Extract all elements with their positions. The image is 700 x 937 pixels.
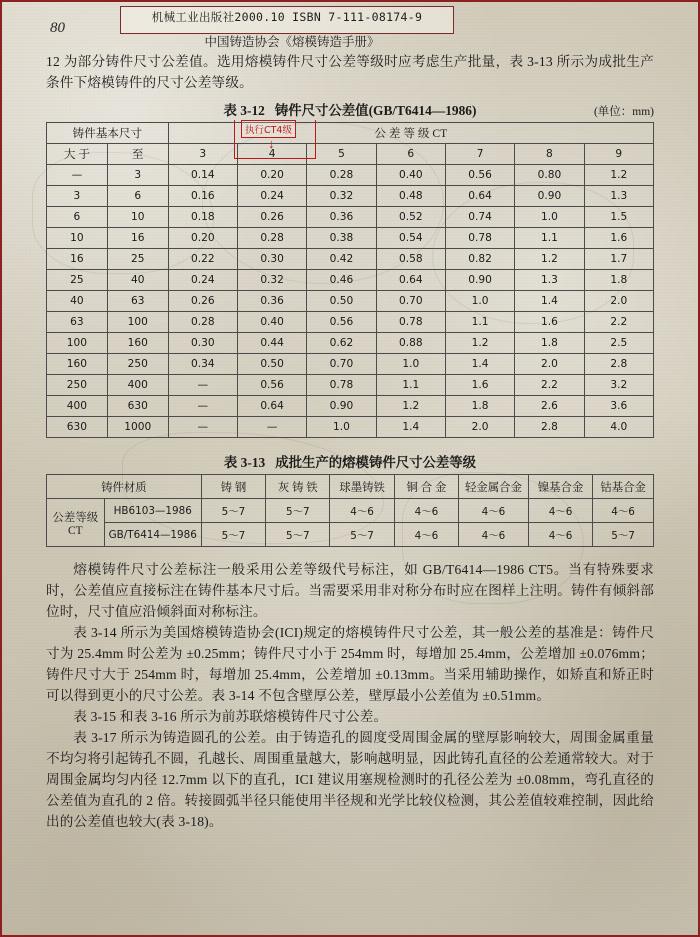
cell: 400 xyxy=(47,396,108,417)
publisher-line: 机械工业出版社2000.10 ISBN 7-111-08174-9 xyxy=(151,10,423,24)
cell: 1.8 xyxy=(584,270,653,291)
cell: 0.28 xyxy=(168,312,237,333)
cell: 2.2 xyxy=(584,312,653,333)
page-number: 80 xyxy=(50,20,65,36)
cell: 4～6 xyxy=(528,499,592,523)
header-grade-8: 8 xyxy=(515,144,584,165)
cell: 4～6 xyxy=(394,499,458,523)
cell: 0.36 xyxy=(237,291,306,312)
cell: 25 xyxy=(47,270,108,291)
cell: 1.4 xyxy=(445,354,514,375)
cell: 0.78 xyxy=(445,228,514,249)
cell: 1.8 xyxy=(445,396,514,417)
cell: 4～6 xyxy=(330,499,394,523)
cell: 160 xyxy=(107,333,168,354)
cell: — xyxy=(47,165,108,186)
cell: 630 xyxy=(47,417,108,438)
cell: 1.2 xyxy=(376,396,445,417)
cell: — xyxy=(237,417,306,438)
cell: 0.30 xyxy=(168,333,237,354)
cell: 0.20 xyxy=(168,228,237,249)
cell: 0.14 xyxy=(168,165,237,186)
table-row xyxy=(47,499,654,523)
table-row xyxy=(47,228,654,249)
cell: 0.70 xyxy=(307,354,376,375)
cell: 0.40 xyxy=(376,165,445,186)
cell: 63 xyxy=(47,312,108,333)
cell: 1.3 xyxy=(515,270,584,291)
table-row xyxy=(47,523,654,547)
header-nickel-base-alloy: 镍基合金 xyxy=(528,475,592,499)
cell: 0.74 xyxy=(445,207,514,228)
cell: 0.46 xyxy=(307,270,376,291)
cell: 1.7 xyxy=(584,249,653,270)
cell: 16 xyxy=(107,228,168,249)
paragraph-2: 表 3-14 所示为美国熔模铸造协会(ICI)规定的熔模铸件尺寸公差，其一般公差的基准是：铸件尺寸为 25.4mm 时公差为 ±0.25mm；铸件尺寸小于 254mm 时，每增加 25.4mm，公差增加 ±0.076mm；铸件尺寸大于 254mm 时，每增加 25.4mm，公差增加 ±0.13mm。当采用辅助操作，如矫直和矫正时可以得到更小的尺寸公差。表 3-14 不包含壁厚公差，壁厚最小公差值为 ±0.51mm。 xyxy=(46,625,654,703)
cell: 4～6 xyxy=(593,499,654,523)
cell: 0.16 xyxy=(168,186,237,207)
header-up-to: 至 xyxy=(107,144,168,165)
cell: 250 xyxy=(107,354,168,375)
table-row xyxy=(47,417,654,438)
cell: 2.8 xyxy=(515,417,584,438)
header-grade-9: 9 xyxy=(584,144,653,165)
cell: 1.4 xyxy=(515,291,584,312)
cell: 1.1 xyxy=(515,228,584,249)
cell: 0.78 xyxy=(307,375,376,396)
cell: — xyxy=(168,375,237,396)
cell: 5～7 xyxy=(330,523,394,547)
cell: 0.28 xyxy=(237,228,306,249)
cell: 4～6 xyxy=(528,523,592,547)
table-row xyxy=(47,207,654,228)
header-grade-7: 7 xyxy=(445,144,514,165)
paragraph-3: 表 3-15 和表 3-16 所示为前苏联熔模铸件尺寸公差。 xyxy=(73,709,388,724)
cell: 0.38 xyxy=(307,228,376,249)
table-row xyxy=(47,354,654,375)
header-cobalt-base-alloy: 钴基合金 xyxy=(593,475,654,499)
cell: 1.6 xyxy=(584,228,653,249)
cell: 0.70 xyxy=(376,291,445,312)
annotation-ct4-note: 执行CT4级 xyxy=(241,120,296,138)
cell-standard: GB/T6414—1986 xyxy=(104,523,201,547)
cell: 16 xyxy=(47,249,108,270)
cell: 0.32 xyxy=(237,270,306,291)
cell: 1.0 xyxy=(376,354,445,375)
annotation-arrow-icon: ↓ xyxy=(268,136,275,151)
cell: 4～6 xyxy=(459,523,529,547)
cell: 5～7 xyxy=(593,523,654,547)
header-grade-6: 6 xyxy=(376,144,445,165)
cell: 1.2 xyxy=(515,249,584,270)
header-grade-5: 5 xyxy=(307,144,376,165)
cell: 0.26 xyxy=(237,207,306,228)
cell: 1.6 xyxy=(445,375,514,396)
cell: 0.40 xyxy=(237,312,306,333)
cell: 0.50 xyxy=(307,291,376,312)
table-3-13 xyxy=(46,474,654,547)
cell: 2.8 xyxy=(584,354,653,375)
cell: 630 xyxy=(107,396,168,417)
header-ductile-iron: 球墨铸铁 xyxy=(330,475,394,499)
lower-text-block xyxy=(46,559,654,832)
cell: 2.2 xyxy=(515,375,584,396)
cell: 400 xyxy=(107,375,168,396)
cell: 2.5 xyxy=(584,333,653,354)
table-row xyxy=(47,123,654,144)
cell: 5～7 xyxy=(266,523,330,547)
table-3-12 xyxy=(46,122,654,438)
header-basic-dimension: 铸件基本尺寸 xyxy=(47,123,169,144)
cell: 100 xyxy=(107,312,168,333)
cell: — xyxy=(168,417,237,438)
cell: 0.42 xyxy=(307,249,376,270)
header-grade-4: 4 xyxy=(237,144,306,165)
cell: 0.22 xyxy=(168,249,237,270)
table-row xyxy=(47,475,654,499)
cell: 0.24 xyxy=(237,186,306,207)
table-row xyxy=(47,144,654,165)
cell: 0.82 xyxy=(445,249,514,270)
table-row xyxy=(47,186,654,207)
top-paragraph: 12 为部分铸件尺寸公差值。选用熔模铸件尺寸公差等级时应考虑生产批量，表 3-13 所示为成批生产条件下熔模铸件的尺寸公差等级。 xyxy=(46,54,654,90)
cell: 4.0 xyxy=(584,417,653,438)
annotation-box-outline xyxy=(234,120,316,159)
cell: 1.2 xyxy=(584,165,653,186)
table-row xyxy=(47,165,654,186)
cell: 0.64 xyxy=(376,270,445,291)
cell: 2.0 xyxy=(515,354,584,375)
cell: 1.5 xyxy=(584,207,653,228)
table-3-12-unit: (单位：mm) xyxy=(593,106,654,118)
table-3-13-caption xyxy=(46,452,654,471)
cell: 160 xyxy=(47,354,108,375)
header-tolerance-grade: 公 差 等 级 CT xyxy=(168,123,653,144)
cell: 25 xyxy=(107,249,168,270)
cell: 0.54 xyxy=(376,228,445,249)
cell: 6 xyxy=(107,186,168,207)
cell: — xyxy=(168,396,237,417)
cell: 10 xyxy=(47,228,108,249)
table-row xyxy=(47,312,654,333)
cell: 0.48 xyxy=(376,186,445,207)
cell: 2.6 xyxy=(515,396,584,417)
cell: 0.90 xyxy=(445,270,514,291)
table-3-13-number: 表 3-13 xyxy=(223,455,266,470)
cell: 100 xyxy=(47,333,108,354)
table-row xyxy=(47,396,654,417)
cell: 3 xyxy=(47,186,108,207)
table-3-12-wrapper xyxy=(46,122,654,438)
cell: 0.64 xyxy=(445,186,514,207)
cell: 40 xyxy=(107,270,168,291)
header-greater-than: 大 于 xyxy=(47,144,108,165)
cell: 1.6 xyxy=(515,312,584,333)
cell: 0.56 xyxy=(307,312,376,333)
cell: 0.78 xyxy=(376,312,445,333)
cell: 63 xyxy=(107,291,168,312)
cell: 0.26 xyxy=(168,291,237,312)
table-row xyxy=(47,270,654,291)
cell: 0.62 xyxy=(307,333,376,354)
cell: 0.18 xyxy=(168,207,237,228)
cell: 1.1 xyxy=(376,375,445,396)
header-grade-3: 3 xyxy=(168,144,237,165)
cell: 1000 xyxy=(107,417,168,438)
cell: 40 xyxy=(47,291,108,312)
cell: 5～7 xyxy=(201,523,265,547)
header-cast-steel: 铸 钢 xyxy=(201,475,265,499)
table-row xyxy=(47,375,654,396)
series-line: 中国铸造协会《熔模铸造手册》 xyxy=(204,35,380,49)
cell: 0.24 xyxy=(168,270,237,291)
table-row xyxy=(47,333,654,354)
cell: 0.44 xyxy=(237,333,306,354)
header-light-metal-alloy: 轻金属合金 xyxy=(459,475,529,499)
cell: 0.32 xyxy=(307,186,376,207)
cell: 0.64 xyxy=(237,396,306,417)
table-row xyxy=(47,291,654,312)
cell: 3.6 xyxy=(584,396,653,417)
paragraph-1: 熔模铸件尺寸公差标注一般采用公差等级代号标注，如 GB/T6414—1986 CT5。当有特殊要求时，公差值应直接标注在铸件基本尺寸后。当需要采用非对称分布时应在图样上注明。铸件有倾斜部位时，尺寸值应沿倾斜面对称标注。 xyxy=(46,562,654,619)
cell: 0.56 xyxy=(445,165,514,186)
cell: 0.56 xyxy=(237,375,306,396)
cell: 5～7 xyxy=(266,499,330,523)
table-3-12-caption xyxy=(46,100,654,119)
cell: 4～6 xyxy=(394,523,458,547)
paragraph-4: 表 3-17 所示为铸造圆孔的公差。由于铸造孔的圆度受周围金属的壁厚影响较大，周围金属重量不均匀将引起铸孔不圆，孔越长、周围重量越大，影响越明显，因此铸孔直径的公差通常较大。对于周围金属均匀内径 12.7mm 以下的直孔，ICI 建议用塞规检测时的孔径公差为 ±0.08mm，弯孔直径的公差值为直孔的 2 倍。转接圆弧半径只能使用半径规和光学比较仪检测，其公差值较难控制，因此给出的公差值也较大(表 3-18)。 xyxy=(46,730,654,829)
cell: 3 xyxy=(107,165,168,186)
cell: 1.8 xyxy=(515,333,584,354)
cell: 6 xyxy=(47,207,108,228)
cell: 1.1 xyxy=(445,312,514,333)
cell: 0.52 xyxy=(376,207,445,228)
header-casting-material: 铸件材质 xyxy=(47,475,202,499)
cell: 0.80 xyxy=(515,165,584,186)
cell: 10 xyxy=(107,207,168,228)
cell: 0.90 xyxy=(515,186,584,207)
row-label-tolerance-grade: 公差等级 CT xyxy=(47,499,105,547)
page-content xyxy=(2,2,698,935)
table-row xyxy=(47,249,654,270)
cell-standard: HB6103—1986 xyxy=(104,499,201,523)
cell: 250 xyxy=(47,375,108,396)
cell: 0.50 xyxy=(237,354,306,375)
cell: 3.2 xyxy=(584,375,653,396)
table-3-12-title: 铸件尺寸公差值(GB/T6414—1986) xyxy=(274,103,477,118)
cell: 0.28 xyxy=(307,165,376,186)
cell: 2.0 xyxy=(584,291,653,312)
cell: 0.88 xyxy=(376,333,445,354)
cell: 1.0 xyxy=(515,207,584,228)
cell: 4～6 xyxy=(459,499,529,523)
cell: 1.4 xyxy=(376,417,445,438)
cell: 0.30 xyxy=(237,249,306,270)
cell: 1.0 xyxy=(307,417,376,438)
header-copper-alloy: 铜 合 金 xyxy=(394,475,458,499)
cell: 1.2 xyxy=(445,333,514,354)
cell: 1.0 xyxy=(445,291,514,312)
table-3-13-title: 成批生产的熔模铸件尺寸公差等级 xyxy=(275,455,477,470)
header-grey-iron: 灰 铸 铁 xyxy=(266,475,330,499)
cell: 0.34 xyxy=(168,354,237,375)
cell: 0.58 xyxy=(376,249,445,270)
cell: 5～7 xyxy=(201,499,265,523)
cell: 2.0 xyxy=(445,417,514,438)
cell: 0.20 xyxy=(237,165,306,186)
cell: 1.3 xyxy=(584,186,653,207)
table-3-12-number: 表 3-12 xyxy=(223,103,265,118)
cell: 0.36 xyxy=(307,207,376,228)
cell: 0.90 xyxy=(307,396,376,417)
table-3-13-wrapper xyxy=(46,452,654,547)
